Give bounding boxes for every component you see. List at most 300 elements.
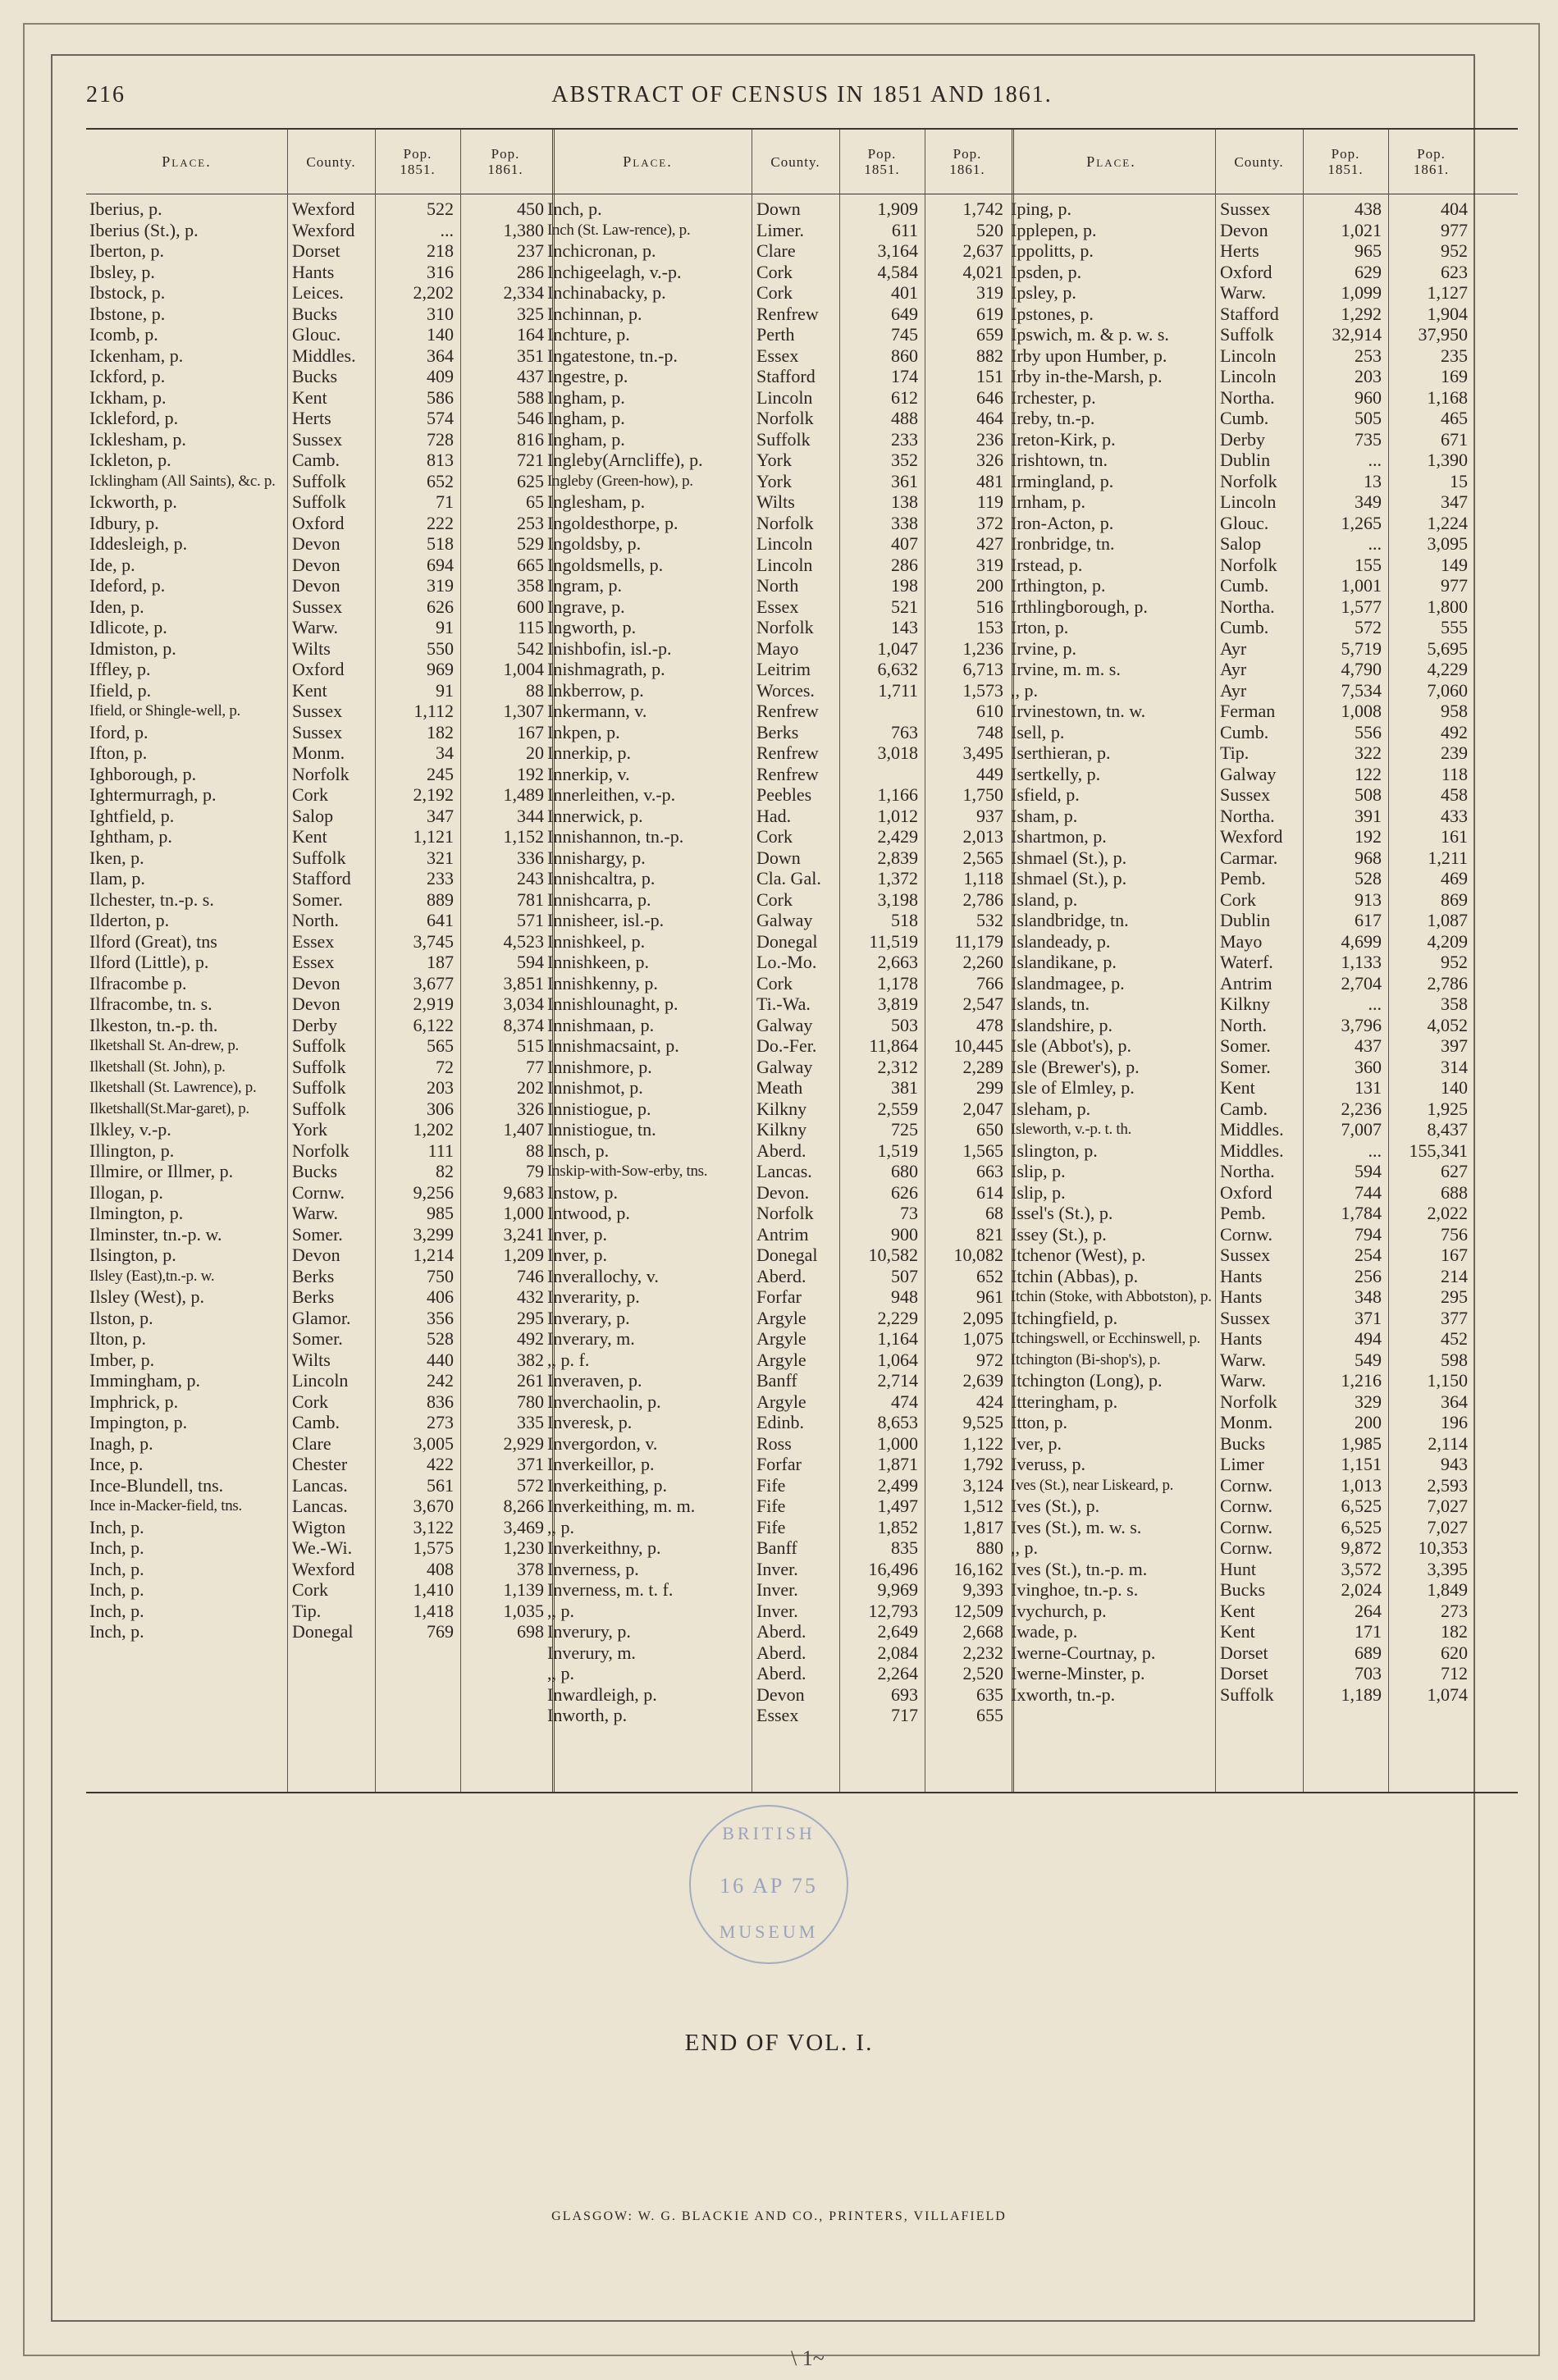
place-cell: Innishmacsaint, p. (547, 1035, 679, 1056)
place-cell: Iwade, p. (1011, 1621, 1078, 1642)
table-row (86, 220, 551, 241)
pop-1861-cell: 16,162 (953, 1558, 1003, 1579)
table-row (544, 1099, 1010, 1120)
pop-1861-cell: 492 (1441, 721, 1468, 742)
place-cell: Ireton-Kirk, p. (1011, 428, 1116, 450)
pop-1861-cell: 516 (976, 596, 1003, 617)
place-cell: Islandbridge, tn. (1011, 910, 1129, 930)
county-cell: Kent (1220, 1077, 1255, 1098)
county-cell: Northa. (1220, 805, 1275, 826)
pop-1851-cell: 689 (1355, 1642, 1382, 1663)
pop-1851-cell: 1,410 (413, 1579, 454, 1600)
pop-1861-cell: 12,509 (953, 1600, 1003, 1621)
table-row (544, 1496, 1010, 1517)
pop-1851-cell: 550 (427, 637, 454, 659)
county-cell: Aberd. (756, 1642, 806, 1663)
place-cell: Irishtown, tn. (1011, 450, 1108, 470)
county-cell: Cork (292, 784, 328, 805)
pop-1851-cell: 138 (891, 491, 918, 512)
pop-1861-cell: 665 (517, 554, 544, 575)
pop-1851-cell: 794 (1355, 1223, 1382, 1245)
place-cell: Innistiogue, tn. (547, 1119, 656, 1140)
pop-1861-cell: 1,849 (1427, 1579, 1468, 1600)
pop-1851-cell: 1,164 (877, 1328, 918, 1349)
place-cell: ,, p. (547, 1600, 574, 1621)
pop-1861-cell: 214 (1441, 1265, 1468, 1286)
pop-1851-cell: 3,796 (1341, 1014, 1382, 1035)
county-cell: Lancas. (756, 1161, 812, 1181)
pop-1851-cell: 2,236 (1341, 1098, 1382, 1119)
county-cell: Warw. (1220, 282, 1267, 303)
place-cell: Inishbofin, isl.-p. (547, 637, 672, 659)
county-cell: Essex (292, 930, 335, 952)
county-cell: Antrim (756, 1223, 809, 1245)
table-row (544, 513, 1010, 534)
county-cell: Pemb. (1220, 1203, 1266, 1223)
pop-1861-cell: 8,437 (1427, 1119, 1468, 1140)
pop-1861-cell: 635 (976, 1683, 1003, 1705)
pop-1851-cell: 32,914 (1332, 324, 1382, 345)
place-cell: Iron-Acton, p. (1011, 512, 1114, 533)
pop-1851-cell: 1,372 (877, 868, 918, 889)
county-cell: Mayo (756, 637, 799, 659)
place-cell: Inchture, p. (547, 324, 630, 345)
pop-1851-cell: 310 (427, 303, 454, 324)
place-cell: Isham, p. (1011, 805, 1078, 826)
place-cell: Ince, p. (89, 1454, 144, 1474)
county-cell: Fife (756, 1474, 786, 1496)
pop-1861-cell: 9,683 (503, 1181, 544, 1203)
table-row (544, 387, 1010, 409)
county-cell: Meath (756, 1077, 803, 1098)
column-divider (460, 130, 461, 1792)
pop-1861-cell: 182 (1441, 1621, 1468, 1642)
county-cell: Sussex (292, 428, 343, 450)
county-cell: Cork (756, 826, 793, 847)
county-cell: Fife (756, 1496, 786, 1516)
place-cell: Inverury, m. (547, 1642, 636, 1663)
county-cell: Somer. (1220, 1035, 1271, 1056)
place-cell: Inkberrow, p. (547, 679, 644, 701)
table-row (1007, 659, 1474, 680)
county-cell: Limer. (756, 219, 805, 240)
county-cell: Oxford (292, 659, 345, 679)
pop-1861-cell: 119 (976, 491, 1003, 512)
table-row (1007, 1015, 1474, 1036)
county-cell: Devon. (756, 1181, 810, 1203)
place-cell: Ickleton, p. (89, 450, 171, 470)
table-row (1007, 1601, 1474, 1622)
pop-1851-cell: 9,256 (413, 1181, 454, 1203)
county-cell: Norfolk (1220, 470, 1277, 491)
county-cell: Lincoln (1220, 366, 1277, 386)
pop-1851-cell: 356 (427, 1307, 454, 1328)
table-row (1007, 1140, 1474, 1162)
pop-1851-cell: 364 (427, 345, 454, 366)
table-row (1007, 952, 1474, 973)
pop-1861-cell: 3,241 (503, 1223, 544, 1245)
county-cell: Essex (756, 345, 799, 366)
place-cell: Innishmaan, p. (547, 1014, 655, 1035)
pop-1861-cell: 11,179 (954, 930, 1003, 952)
pop-1861-cell: 295 (1441, 1286, 1468, 1307)
table-row (86, 764, 551, 785)
county-cell: Mayo (1220, 930, 1263, 952)
pop-1861-cell: 1,168 (1427, 386, 1468, 408)
pop-1851-cell: 763 (891, 721, 918, 742)
pop-1861-cell: 397 (1441, 1035, 1468, 1056)
place-cell: Iberius (St.), p. (89, 219, 199, 240)
pop-1861-cell: 79 (526, 1161, 544, 1181)
place-cell: Illington, p. (89, 1140, 175, 1161)
pop-1851-cell: 948 (891, 1286, 918, 1307)
place-cell: Irvine, m. m. s. (1011, 659, 1121, 679)
county-cell: Norfolk (756, 512, 814, 533)
pop-1851-cell: 1,133 (1341, 952, 1382, 972)
pop-1851-cell: 728 (427, 428, 454, 450)
pop-1851-cell: 617 (1355, 910, 1382, 930)
county-cell: Devon (292, 575, 340, 596)
county-cell: Cornw. (1220, 1496, 1272, 1516)
county-cell: Aberd. (756, 1663, 806, 1683)
place-cell: Imber, p. (89, 1349, 155, 1370)
table-row (1007, 1057, 1474, 1078)
pop-1861-cell: 424 (976, 1391, 1003, 1412)
pop-1851-cell: 360 (1355, 1056, 1382, 1077)
table-row (1007, 575, 1474, 596)
pop-1851-cell: 969 (427, 659, 454, 679)
table-row (86, 1182, 551, 1204)
pop-1861-cell: 273 (1441, 1600, 1468, 1621)
table-row (86, 1035, 551, 1057)
place-cell: Ifton, p. (89, 742, 148, 763)
county-cell: North. (292, 910, 339, 930)
pop-1861-cell: 149 (1441, 554, 1468, 575)
table-row (544, 262, 1010, 283)
place-cell: Innishargy, p. (547, 847, 646, 868)
table-row (86, 1308, 551, 1329)
table-row (1007, 722, 1474, 743)
table-row (86, 408, 551, 429)
place-cell: Inverary, m. (547, 1328, 635, 1349)
pop-1851-cell: 1,178 (877, 972, 918, 994)
pop-1851-cell: 171 (1355, 1621, 1382, 1642)
pop-1851-cell: 2,429 (877, 826, 918, 847)
table-row (544, 638, 1010, 660)
table-row (544, 1370, 1010, 1391)
place-cell: Ives (St.), tn.-p. m. (1011, 1558, 1148, 1579)
pop-1851-cell: 1,000 (877, 1432, 918, 1454)
table-row (1007, 617, 1474, 638)
place-cell: Inch, p. (89, 1516, 144, 1537)
county-cell: Norfolk (756, 617, 814, 637)
pop-1851-cell: 641 (427, 910, 454, 930)
place-cell: Imphrick, p. (89, 1391, 179, 1412)
county-cell: Forfar (756, 1454, 802, 1474)
table-row (1007, 680, 1474, 701)
table-row (544, 1433, 1010, 1455)
table-row (86, 701, 551, 722)
pop-1861-cell: 7,060 (1427, 679, 1468, 701)
pop-1861-cell: 2,334 (503, 282, 544, 303)
pop-1851-cell: ... (1368, 994, 1382, 1014)
pop-1851-cell: 1,166 (877, 784, 918, 805)
pop-1851-cell: 253 (1355, 345, 1382, 366)
table-row (544, 1684, 1010, 1706)
place-cell: Inkpen, p. (547, 721, 620, 742)
table-row (544, 910, 1010, 931)
pop-1861-cell: 7,027 (1427, 1496, 1468, 1516)
place-cell: Ipsden, p. (1011, 261, 1082, 282)
table-row (86, 1245, 551, 1266)
pop-1861-cell: 65 (526, 491, 544, 512)
place-cell: Ickleford, p. (89, 408, 179, 428)
place-cell: Ironbridge, tn. (1011, 533, 1115, 554)
pop-1861-cell: 325 (517, 303, 544, 324)
county-cell: Kent (292, 826, 327, 847)
table-row (86, 1391, 551, 1413)
county-cell: Suffolk (292, 847, 346, 868)
place-cell: Innistiogue, p. (547, 1098, 651, 1119)
place-cell: Ipswich, m. & p. w. s. (1011, 324, 1169, 345)
pop-1851-cell: 82 (436, 1161, 454, 1181)
pop-1851-cell: 306 (427, 1098, 454, 1119)
county-cell: Lancas. (292, 1496, 348, 1516)
pop-1861-cell: 571 (517, 910, 544, 930)
table-row (544, 1412, 1010, 1433)
pop-1861-cell: 378 (517, 1558, 544, 1579)
table-row (544, 1140, 1010, 1162)
pop-1861-cell: 977 (1441, 575, 1468, 596)
county-cell: York (756, 450, 793, 470)
pop-1851-cell: 187 (427, 952, 454, 972)
pop-1851-cell: 1,985 (1341, 1432, 1382, 1454)
pop-1861-cell: 200 (976, 575, 1003, 596)
pop-1861-cell: 371 (517, 1454, 544, 1474)
county-cell: Essex (756, 596, 799, 617)
table-row (1007, 826, 1474, 847)
county-cell: Kilkny (756, 1098, 807, 1119)
table-row (86, 1370, 551, 1391)
pop-1851-cell: 143 (891, 617, 918, 637)
table-row (544, 680, 1010, 701)
column-divider (1388, 130, 1389, 1792)
county-cell: Tip. (292, 1600, 322, 1621)
pop-1851-cell: 835 (891, 1537, 918, 1558)
county-cell: Lincoln (292, 1370, 349, 1391)
pop-1861-cell: 623 (1441, 261, 1468, 282)
table-row (1007, 1099, 1474, 1120)
place-cell: Ilston, p. (89, 1307, 153, 1328)
pop-1851-cell: 561 (427, 1474, 454, 1496)
county-cell: We.-Wi. (292, 1537, 353, 1558)
table-row (544, 429, 1010, 450)
pop-1861-cell: 1,390 (1427, 450, 1468, 470)
table-row (544, 1391, 1010, 1413)
pop-1861-cell: 478 (976, 1014, 1003, 1035)
county-cell: Somer. (292, 1328, 343, 1349)
pop-1851-cell: 91 (436, 679, 454, 701)
table-row (86, 1517, 551, 1538)
place-cell: Innishkeen, p. (547, 952, 650, 972)
county-cell: Cla. Gal. (756, 868, 821, 889)
place-cell: Isle (Abbot's), p. (1011, 1035, 1131, 1056)
county-cell: Cork (756, 261, 793, 282)
table-row (1007, 1161, 1474, 1182)
table-row (86, 1015, 551, 1036)
pop-1861-cell: 2,593 (1427, 1474, 1468, 1496)
pop-1861-cell: 6,713 (962, 659, 1003, 679)
pop-1851-cell: 626 (891, 1181, 918, 1203)
pop-1861-cell: 2,232 (962, 1642, 1003, 1663)
place-cell: Invergordon, v. (547, 1432, 658, 1454)
pop-1851-cell: 1,577 (1341, 596, 1382, 617)
pop-1851-cell: 242 (427, 1370, 454, 1391)
table-row (86, 471, 551, 492)
pop-1851-cell: 889 (427, 889, 454, 910)
pop-1861-cell: 458 (1441, 784, 1468, 805)
table-row (1007, 471, 1474, 492)
pop-1851-cell: 1,711 (878, 679, 918, 701)
table-row (86, 555, 551, 576)
county-cell: Aberd. (756, 1140, 806, 1161)
place-cell: Ince-Blundell, tns. (89, 1474, 224, 1496)
pop-1861-cell: 4,523 (503, 930, 544, 952)
pop-1851-cell: 494 (1355, 1328, 1382, 1349)
table-row (86, 910, 551, 931)
place-cell: Ighborough, p. (89, 763, 197, 784)
table-row (544, 1286, 1010, 1308)
table-row (544, 282, 1010, 304)
place-cell: Immingham, p. (89, 1370, 201, 1391)
county-cell: Hants (1220, 1265, 1263, 1286)
pop-1861-cell: 3,034 (503, 994, 544, 1014)
place-cell: Ipstones, p. (1011, 303, 1094, 324)
county-cell: Warw. (1220, 1349, 1267, 1370)
pop-1861-cell: 952 (1441, 240, 1468, 261)
table-row (1007, 1328, 1474, 1350)
table-row (86, 784, 551, 806)
county-cell: Herts (1220, 240, 1259, 261)
table-row (86, 282, 551, 304)
county-cell: Suffolk (292, 491, 346, 512)
county-cell: Northa. (1220, 596, 1275, 617)
pop-1851-cell: 321 (427, 847, 454, 868)
pop-1861-cell: 377 (1441, 1307, 1468, 1328)
place-cell: Ilfracombe, tn. s. (89, 994, 212, 1014)
pop-1861-cell: 1,565 (962, 1140, 1003, 1161)
pop-1851-cell: 2,202 (413, 282, 454, 303)
county-cell: Had. (756, 805, 792, 826)
pop-1851-cell: 2,264 (877, 1663, 918, 1683)
table-row (544, 1579, 1010, 1601)
pop-1851-cell: 2,312 (877, 1056, 918, 1077)
pop-1851-cell: 34 (436, 742, 454, 763)
table-row (544, 1475, 1010, 1496)
pop-1861-cell: 167 (1441, 1245, 1468, 1265)
county-cell: Lincoln (756, 554, 813, 575)
pop-1861-cell: 336 (517, 847, 544, 868)
table-row (86, 973, 551, 994)
pop-1851-cell: 348 (1355, 1286, 1382, 1307)
county-cell: Down (756, 847, 801, 868)
place-cell: Innishkeel, p. (547, 930, 646, 952)
county-cell: Devon (292, 994, 340, 1014)
county-cell: Argyle (756, 1349, 806, 1370)
pop-1851-cell: 2,192 (413, 784, 454, 805)
county-cell: Wigton (292, 1516, 346, 1537)
table-row (86, 1496, 551, 1517)
pop-1861-cell: 1,152 (503, 826, 544, 847)
table-row (544, 1642, 1010, 1664)
table-row (544, 555, 1010, 576)
county-cell: Inver. (756, 1600, 798, 1621)
county-cell: Monm. (1220, 1412, 1273, 1432)
pop-1851-cell: 725 (891, 1119, 918, 1140)
table-row (86, 1140, 551, 1162)
table-row (544, 764, 1010, 785)
pop-1851-cell: 649 (891, 303, 918, 324)
place-cell: Islands, tn. (1011, 994, 1090, 1014)
pop-1861-cell: 721 (517, 450, 544, 470)
pop-1861-cell: 319 (976, 554, 1003, 575)
place-cell: Inverkeillor, p. (547, 1454, 655, 1474)
pop-1861-cell: 600 (517, 596, 544, 617)
pop-1851-cell: 349 (1355, 491, 1382, 512)
pop-1851-cell: 507 (891, 1265, 918, 1286)
table-row (544, 1537, 1010, 1559)
pop-1851-cell: 574 (427, 408, 454, 428)
place-cell: Inglesham, p. (547, 491, 646, 512)
column-header-county: County. (306, 153, 356, 170)
pop-1851-cell: 703 (1355, 1663, 1382, 1683)
pop-1851-cell: 750 (427, 1265, 454, 1286)
pop-1861-cell: 529 (517, 533, 544, 554)
pop-1861-cell: 598 (1441, 1349, 1468, 1370)
county-cell: Somer. (292, 889, 343, 910)
table-row (544, 1663, 1010, 1684)
pop-1851-cell: 1,008 (1341, 701, 1382, 721)
place-cell: Ingatestone, tn.-p. (547, 345, 678, 366)
table-row (1007, 764, 1474, 785)
pop-1851-cell: 406 (427, 1286, 454, 1307)
stamp-line-2: 16 AP 75 (720, 1874, 818, 1898)
table-row (544, 1119, 1010, 1140)
table-row (544, 931, 1010, 952)
county-cell: Cornw. (292, 1181, 345, 1203)
pop-1851-cell: 594 (1355, 1161, 1382, 1181)
column-header-place: Place. (1086, 153, 1136, 170)
county-cell: Kent (292, 386, 327, 408)
table-row (86, 722, 551, 743)
place-cell: Innishannon, tn.-p. (547, 826, 684, 847)
pop-1861-cell: 1,792 (962, 1454, 1003, 1474)
county-cell: Cork (756, 889, 793, 910)
place-cell: Illmire, or Illmer, p. (89, 1161, 234, 1181)
county-cell: Sussex (292, 596, 343, 617)
place-cell: Ilketshall St. An-drew, p. (89, 1037, 239, 1054)
table-row (86, 199, 551, 220)
pop-1851-cell: 521 (891, 596, 918, 617)
pop-1851-cell: 111 (427, 1140, 454, 1161)
pop-1851-cell: 256 (1355, 1265, 1382, 1286)
place-cell: Inchicronan, p. (547, 240, 656, 261)
place-cell: Inch, p. (547, 199, 602, 219)
place-cell: Iserthieran, p. (1011, 742, 1111, 763)
table-row (544, 1308, 1010, 1329)
table-row (544, 408, 1010, 429)
table-row (1007, 1663, 1474, 1684)
